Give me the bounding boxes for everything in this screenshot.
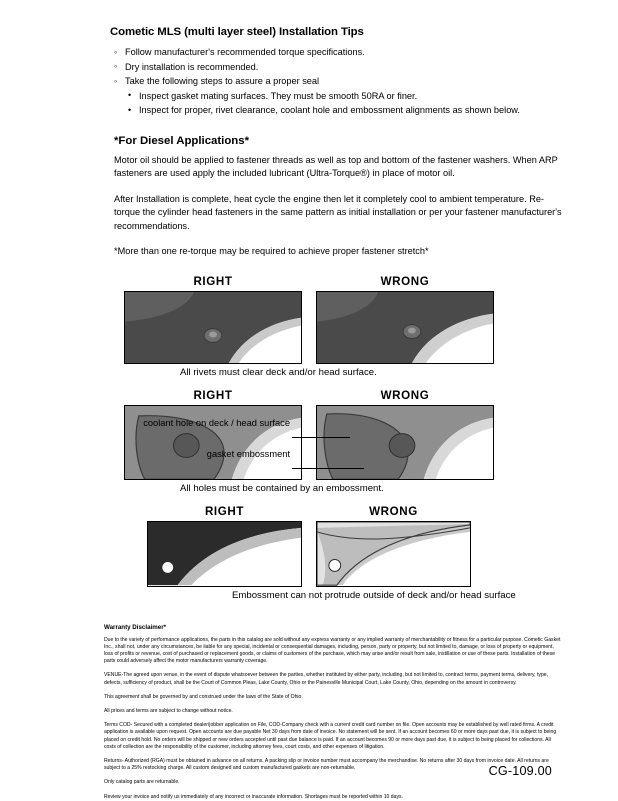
callout-leader-line-2 xyxy=(292,468,364,469)
warranty-paragraph: VENUE-The agreed upon venue, in the event of dispute whatsoever between the parties, whether instituted by either party, including, but not limited to, contract terms, payment terms, delivery, type, defects, sufficiency of product, shall be the Court of Common Pleas, Lake County, Ohio or the Painesville Municipal Court, Lake County, Ohio, depending on the amount in controversy. xyxy=(104,672,549,686)
warranty-paragraph: This agreement shall be governed by and construed under the laws of the State of Ohio. xyxy=(104,693,303,700)
figure-caption-protrusion: Embossment can not protrude outside of deck and/or head surface xyxy=(232,589,516,601)
callout-coolant-hole: coolant hole on deck / head surface xyxy=(143,418,290,429)
figure-rivet-clearance xyxy=(52,275,566,379)
warranty-heading: Warranty Disclaimer* xyxy=(104,623,167,631)
document-number: CG-109.00 xyxy=(488,764,552,778)
figure-embossment-containment xyxy=(52,389,566,495)
protrusion-wrong-illustration xyxy=(316,521,471,586)
figure-right-column xyxy=(124,275,302,364)
figure-caption-embossment: All holes must be contained by an embossment. xyxy=(180,483,384,495)
callout-leader-line-1 xyxy=(292,437,350,438)
warranty-paragraph: Terms COD- Secured with a completed dealer/jobber application on File, COD-Company check with a current credit card number on file. Open accounts may be established by well rated firms. A credit application is available upon request. Open accounts are due payable Net 30 days from date of invoice. No statement will be sent. If an account becomes 60 or more days past due, it is subject to being placed on credit hold. No orders will be shipped or new orders accepted until past due balance is paid. If an account becomes 90 or more days past due, it is subject to being placed for collections. All costs of collection are the responsibility of the customer, including attorney fees, court costs, and other expenses of litigation. xyxy=(104,722,557,750)
figure-label-wrong: WRONG xyxy=(369,505,418,519)
figure-embossment-protrusion xyxy=(52,505,566,601)
list-item: ◦ Dry installation is recommended. xyxy=(114,60,566,75)
diesel-paragraph-3: *More than one re-torque may be required to achieve proper fastener stretch* xyxy=(114,246,429,257)
warranty-paragraph: All prices and terms are subject to change without notice. xyxy=(104,708,233,714)
figure-wrong-column xyxy=(316,275,494,364)
warranty-paragraph: Review your invoice and notify us immediately of any incorrect or inaccurate information. Shortages must be reported within 10 days. xyxy=(104,793,403,800)
figure-label-right: RIGHT xyxy=(204,505,245,519)
diesel-paragraph-1: Motor oil should be applied to fastener threads as well as top and bottom of the fastener washers. When ARP fasteners are used apply the included lubricant (Ultra-Torque®) in place of motor oil. xyxy=(114,154,558,179)
figure-label-wrong: WRONG xyxy=(380,275,430,289)
rivet-right-illustration xyxy=(124,291,302,364)
figure-caption-rivet: All rivets must clear deck and/or head surface. xyxy=(180,367,377,379)
list-item: ◦ Follow manufacturer's recommended torque specifications. xyxy=(114,45,566,60)
figure-group xyxy=(52,275,566,602)
figure-wrong-column xyxy=(316,389,494,480)
page-title: Cometic MLS (multi layer steel) Installation Tips xyxy=(110,26,364,38)
installation-sub-list xyxy=(128,89,566,118)
warranty-paragraph: Only catalog parts are returnable. xyxy=(104,779,180,786)
list-item: ◦ Take the following steps to assure a proper seal xyxy=(114,74,566,89)
list-item: • Inspect for proper, rivet clearance, coolant hole and embossment alignments as shown below. xyxy=(128,103,566,118)
warranty-paragraph: Due to the variety of performance applications, the parts in this catalog are sold without any express warranty or any implied warranty of merchantability or fitness for a particular purpose. Cometic Gasket Inc., shall not, under any circumstances, be liable for any special, incidental or consequential damages, including, person, party or property, but not limited to, damage, or loss of property or equipment, loss of profits or revenue, cost of purchased or replacement goods, or claims of customers of the purchase, which may arise and/or result from sale, instillation or use of these parts. Installation of these parts could adversely affect the motor manufacturers warranty coverage. xyxy=(104,636,561,665)
rivet-wrong-illustration xyxy=(316,291,494,364)
list-item: • Inspect gasket mating surfaces. They must be smooth 50RA or finer. xyxy=(128,89,566,104)
figure-label-right: RIGHT xyxy=(193,389,233,403)
installation-tips-list xyxy=(114,45,566,89)
figure-right-column xyxy=(147,505,302,586)
warranty-paragraph: Returns- Authorized (RGA) must be obtained in advance on all returns. A packing slip or invoice number must accompany the merchandise. No returns after 30 days from invoice date. All returns are subject to a 25% restocking charge. All custom designed and custom manufactured gaskets are non-returnable. xyxy=(104,758,549,772)
callout-gasket-embossment: gasket embossment xyxy=(206,449,290,460)
diesel-section-heading: *For Diesel Applications* xyxy=(114,134,250,147)
diesel-paragraph-2: After Installation is complete, heat cycle the engine then let it completely cool to ambient temperature. Re-torque the cylinder head fasteners in the same pattern as initial installation or per your fastener manufacturer's recommendations. xyxy=(114,193,562,231)
figure-label-wrong: WRONG xyxy=(380,389,430,403)
figure-label-right: RIGHT xyxy=(193,275,233,289)
figure-wrong-column xyxy=(316,505,471,586)
protrusion-right-illustration xyxy=(147,521,302,586)
figure-callouts xyxy=(130,417,290,461)
